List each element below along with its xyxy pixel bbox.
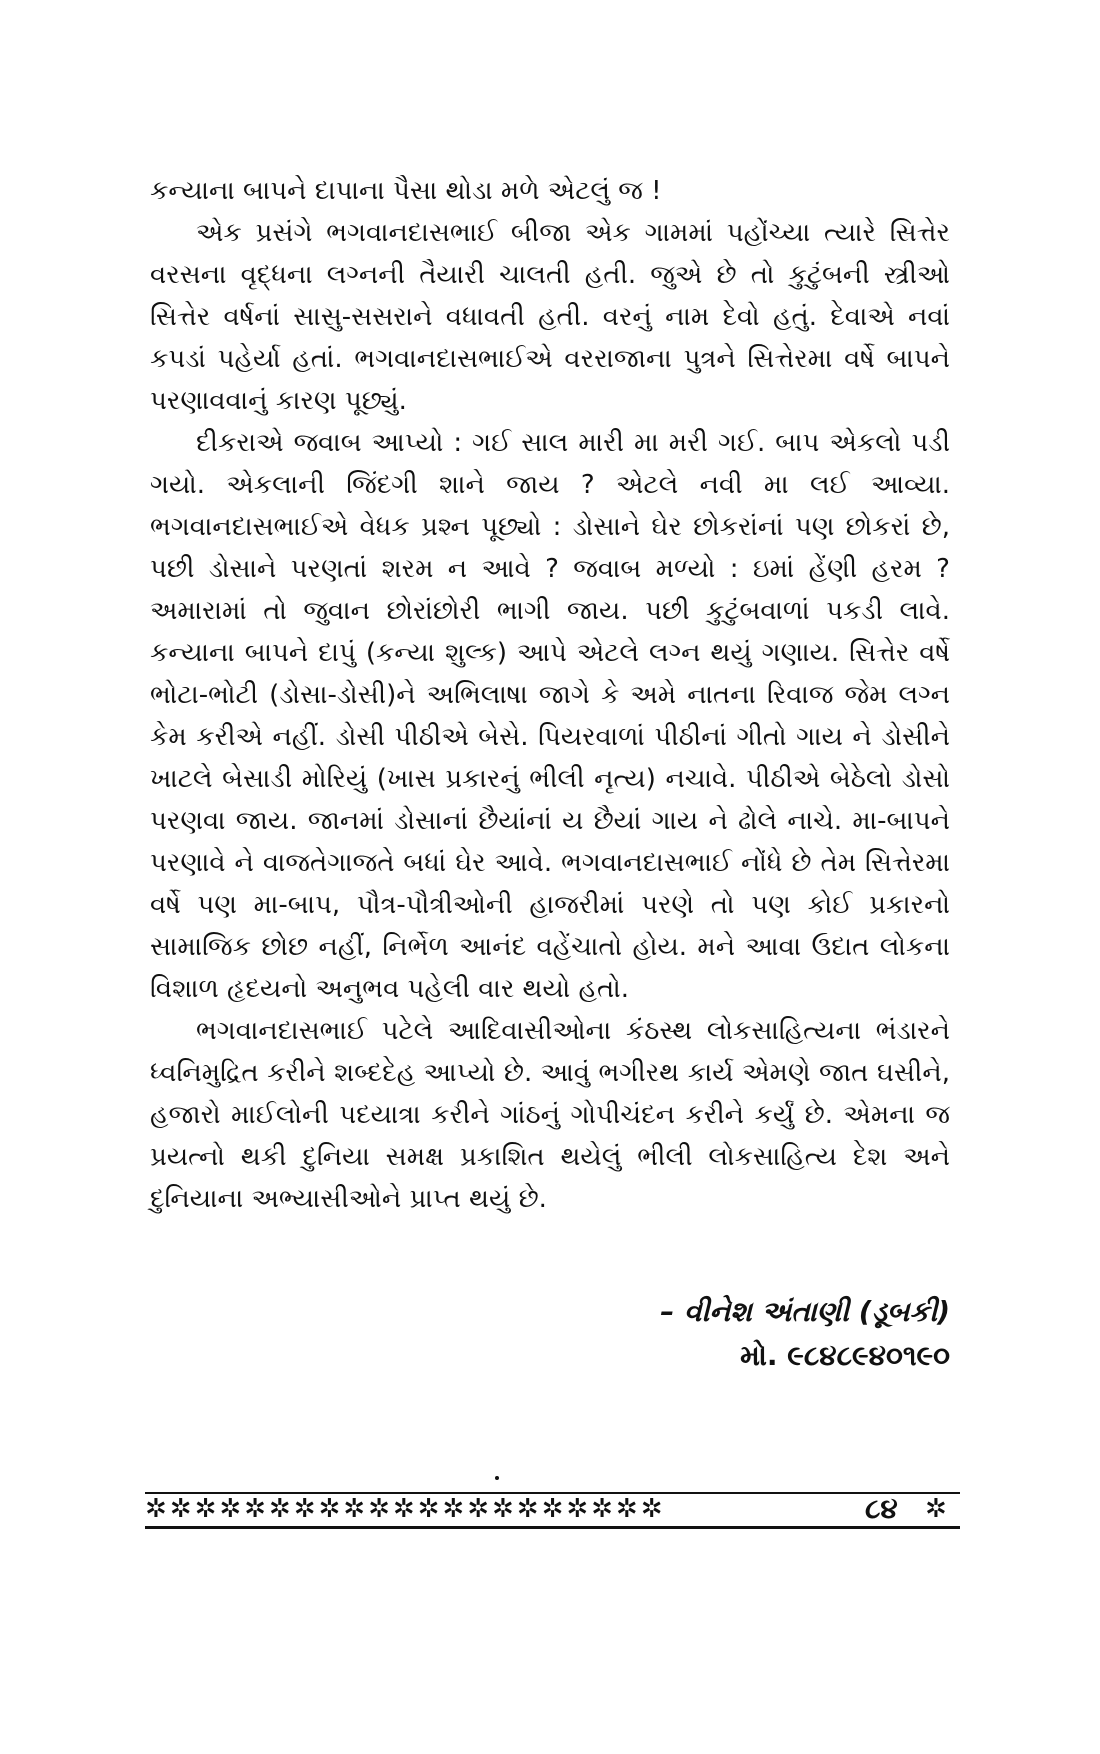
paragraph: દીકરાએ જવાબ આપ્યો : ગઈ સાલ મારી મા મરી ગઈ. બાપ એકલો પડી ગયો. એકલાની જિંદગી શાને જાય ? એટલે નવી મા લઈ આવ્યા. ભગવાનદાસભાઈએ વેધક પ્રશ્ન પૂછ્યો : ડોસાને ઘેર છોકરાંનાં પણ છોકરાં છે, પછી ડોસાને પરણતાં શરમ ન આવે ? જવાબ મળ્યો : ઇમાં હેંણી હરમ ? અમારામાં તો જુવાન છોરાંછોરી ભાગી જાય. પછી કુટુંબવાળાં પકડી લાવે. કન્યાના બાપને દાપું (કન્યા શુલ્ક) આપે એટલે લગ્ન થયું ગણાય. સિત્તેર વર્ષે ભોટા-ભોટી (ડોસા-ડોસી)ને અભિલાષા જાગે કે અમે નાતના રિવાજ જેમ લગ્ન કેમ કરીએ નહીં. ડોસી પીઠીએ બેસે. પિયરવાળાં પીઠીનાં ગીતો ગાય ને ડોસીને ખાટલે બેસાડી મોરિયું (ખાસ પ્રકારનું ભીલી નૃત્ય) નચાવે. પીઠીએ બેઠેલો ડોસો પરણવા જાય. જાનમાં ડોસાનાં છૈયાંનાં ય છૈયાં ગાય ને ઢોલે નાચે. મા-બાપને પરણાવે ને વાજતેગાજતે બધાં ઘેર આવે. ભગવાનદાસભાઈ નોંધે છે તેમ સિત્તેરમા વર્ષે પણ મા-બાપ, પૌત્ર-પૌત્રીઓની હાજરીમાં પરણે તો પણ કોઈ પ્રકારનો સામાજિક છોછ નહીં, નિર્ભેળ આનંદ વહેંચાતો હોય. મને આવા ઉદાત લોકના વિશાળ હૃદયનો અનુભવ પહેલી વાર થયો હતો.	[150, 428, 950, 1004]
phone-number: મો. ૯૮૪૮૯૪૦૧૯૦	[740, 1339, 950, 1372]
page-footer	[145, 1488, 960, 1528]
footer-dot	[495, 1476, 499, 1480]
footer-end-star: ✲	[925, 1494, 947, 1524]
page-number: ૮૪	[865, 1492, 898, 1525]
paragraph: એક પ્રસંગે ભગવાનદાસભાઈ બીજા એક ગામમાં પહોંચ્યા ત્યારે સિત્તેર વરસના વૃદ્ધના લગ્નની તૈયારી ચાલતી હતી. જુએ છે તો કુટુંબની સ્ત્રીઓ સિત્તેર વર્ષનાં સાસુ-સસરાને વધાવતી હતી. વરનું નામ દેવો હતું. દેવાએ નવાં કપડાં પહેર્યા હતાં. ભગવાનદાસભાઈએ વરરાજાના પુત્રને સિત્તેરમા વર્ષે બાપને પરણાવવાનું કારણ પૂછ્યું.	[150, 218, 950, 416]
footer-rule-bottom	[145, 1526, 960, 1529]
footer-star-border: ✲✲✲✲✲✲✲✲✲✲✲✲✲✲✲✲✲✲✲✲✲	[145, 1494, 666, 1524]
paragraph: ભગવાનદાસભાઈ પટેલે આદિવાસીઓના કંઠસ્થ લોકસાહિત્યના ભંડારને ધ્વનિમુદ્રિત કરીને શબ્દદેહ આપ્યો છે. આવું ભગીરથ કાર્ય એમણે જાત ઘસીને, હજારો માઈલોની પદયાત્રા કરીને ગાંઠનું ગોપીચંદન કરીને કર્યું છે. એમના જ પ્રયત્નો થકી દુનિયા સમક્ષ પ્રકાશિત થયેલું ભીલી લોકસાહિત્ય દેશ અને દુનિયાના અભ્યાસીઓને પ્રાપ્ત થયું છે.	[150, 1016, 950, 1214]
author-name: – વીનેશ અંતાણી (ડૂબકી)	[660, 1295, 950, 1328]
paragraph: કન્યાના બાપને દાપાના પૈસા થોડા મળે એટલું જ !	[150, 176, 662, 206]
signature-block	[600, 1290, 950, 1378]
body-text	[150, 170, 950, 1220]
